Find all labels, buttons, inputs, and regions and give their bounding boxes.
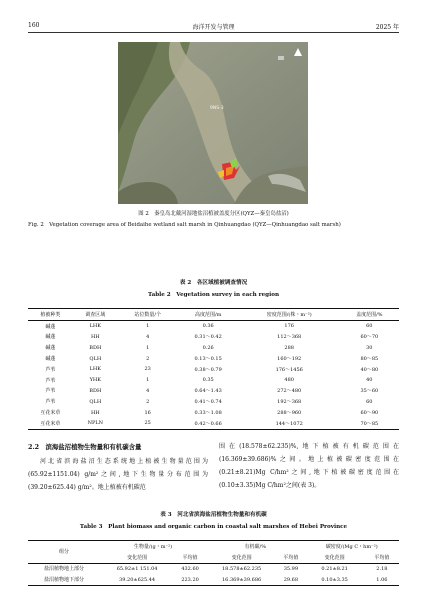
table-cell: NPLN bbox=[87, 420, 104, 427]
table-cell: 40～80 bbox=[360, 366, 379, 373]
table-cell: 60 bbox=[366, 323, 373, 330]
table-cell: 40 bbox=[366, 377, 373, 384]
table-cell: 0.31～0.42 bbox=[194, 334, 222, 341]
table3-cell: 0.10±3.35 bbox=[321, 576, 348, 583]
table-cell: 4 bbox=[146, 387, 150, 394]
table-cell: 2 bbox=[146, 398, 150, 405]
table-row bbox=[28, 364, 399, 375]
map-image bbox=[118, 42, 308, 204]
table3-subcol-mean: 平均值 bbox=[374, 554, 390, 561]
table-cell: 192～368 bbox=[277, 399, 302, 406]
table-cell: 0.64～1.43 bbox=[194, 388, 222, 395]
table-cell: 芦苇 bbox=[45, 388, 56, 395]
table-cell: 30 bbox=[366, 344, 373, 351]
table-cell: HH bbox=[90, 333, 100, 340]
figure2-caption-cn: 图 2 秦皇岛北戴河湿地盐沼植被盖度分区(QYZ—秦皇岛盐沼) bbox=[138, 211, 289, 217]
table3-subcol-mean: 平均值 bbox=[283, 554, 299, 561]
table-row bbox=[28, 418, 399, 429]
header-rule bbox=[28, 32, 399, 33]
satellite-map bbox=[118, 42, 308, 204]
table2-col-species: 植被种类 bbox=[40, 311, 61, 318]
table-cell: 272～480 bbox=[277, 388, 302, 395]
table2-title-en: Table 2 Vegetation survey in each region bbox=[147, 292, 280, 298]
page-number: 160 bbox=[28, 22, 40, 29]
table3-cell: 223.20 bbox=[181, 576, 199, 583]
figure2-caption-en: Fig. 2 Vegetation coverage area of Beidaihe wetland salt marsh in Qinhuangdao (QYZ—Qinhuangdao salt marsh) bbox=[28, 222, 341, 228]
table-cell: 112～368 bbox=[277, 334, 302, 341]
table3-col-carbon-density: 碳密度/(Mg C・hm⁻²) bbox=[325, 543, 378, 550]
map-site-label: 9NS-3 bbox=[210, 106, 224, 111]
table-cell: 25 bbox=[144, 420, 151, 427]
table-cell: 碱蓬 bbox=[45, 334, 56, 341]
table-row bbox=[28, 407, 399, 418]
table-cell: 0.42～0.66 bbox=[194, 420, 222, 427]
table-cell: 0.13～0.15 bbox=[194, 356, 222, 363]
table-cell: 0.33～1.08 bbox=[194, 410, 222, 417]
table-cell: 70～85 bbox=[360, 420, 379, 427]
table3-subcol-range: 变化范围 bbox=[127, 554, 148, 561]
table-cell: 0.38～0.79 bbox=[194, 366, 222, 373]
table-cell: 60～90 bbox=[360, 410, 379, 417]
journal-title: 海洋开发与管理 bbox=[192, 24, 235, 31]
north-arrow-icon bbox=[294, 48, 302, 56]
table2-col-stations: 站位数量/个 bbox=[134, 311, 162, 318]
table-cell: YHK bbox=[89, 377, 102, 384]
table-cell: 芦苇 bbox=[45, 366, 56, 373]
table3-cell: 盐沼植物地上部分 bbox=[43, 566, 84, 573]
table2-col-density: 密度范围/(株・m⁻²) bbox=[266, 311, 312, 318]
table3-cell: 29.68 bbox=[283, 576, 299, 583]
table2-title-cn: 表 2 各区域植被调查情况 bbox=[179, 280, 248, 286]
table-cell: 芦苇 bbox=[45, 377, 56, 384]
issue-year: 2025 年 bbox=[375, 24, 399, 31]
table-cell: 144～1072 bbox=[275, 420, 303, 427]
table-cell: 0.35 bbox=[202, 377, 214, 384]
table-cell: 80～85 bbox=[360, 356, 379, 363]
table3-row-belowground bbox=[28, 574, 399, 585]
table3-subcol-mean: 平均值 bbox=[182, 554, 198, 561]
table3-title-cn: 表 3 河北省滨海盐沼植物生物量和有机碳 bbox=[160, 512, 267, 518]
table3-subcol-range: 变化范围 bbox=[231, 554, 252, 561]
table-cell: 互花米草 bbox=[40, 420, 61, 427]
table-row bbox=[28, 396, 399, 407]
table-row bbox=[28, 320, 399, 331]
table-cell: 60 bbox=[366, 398, 373, 405]
table-cell: 176～1456 bbox=[275, 366, 303, 373]
table3-title-en: Table 3 Plant biomass and organic carbon in coastal salt marshes of Hebei Province bbox=[79, 524, 348, 530]
table3-cell: 18.578±62.235 bbox=[222, 565, 262, 572]
table-cell: 0.36 bbox=[202, 323, 214, 330]
table-cell: 176 bbox=[284, 323, 294, 330]
table2-col-coverage: 盖度范围/% bbox=[356, 311, 383, 318]
table-cell: 4 bbox=[146, 333, 150, 340]
table-cell: 288 bbox=[284, 344, 294, 351]
table-row bbox=[28, 386, 399, 397]
table-row bbox=[28, 375, 399, 386]
table3-cell: 盐沼植物地下部分 bbox=[43, 577, 84, 584]
table-cell: 互花米草 bbox=[40, 410, 61, 417]
table2-header-row bbox=[28, 309, 399, 321]
table-row bbox=[28, 332, 399, 343]
table-cell: 480 bbox=[284, 377, 294, 384]
table-cell: BDH bbox=[89, 387, 102, 394]
section-left-column bbox=[28, 455, 208, 494]
table3-cell: 1.06 bbox=[376, 576, 388, 583]
table3-component-header: 组分 bbox=[58, 549, 69, 556]
table3-col-biomass: 生物量/(g・m⁻²) bbox=[133, 543, 173, 550]
table-cell: 碱蓬 bbox=[45, 345, 56, 352]
table3-subcol-range: 变化范围 bbox=[324, 554, 345, 561]
table3-cell: 2.18 bbox=[376, 565, 388, 572]
table-cell: HH bbox=[90, 409, 100, 416]
table-cell: 1 bbox=[146, 323, 150, 330]
table-cell: 35～60 bbox=[360, 388, 379, 395]
table-cell: 160～192 bbox=[277, 356, 302, 363]
section-left-paragraph: 河北省滨海盐沼生态系统地上植被生物量范围为(65.92±1151.04) g/m²之间,地下生物量分布范围为(39.20±625.44) g/m²。地上植被有机碳范 bbox=[28, 458, 208, 491]
table-cell: LHK bbox=[89, 323, 102, 330]
table-cell: 碱蓬 bbox=[45, 323, 56, 330]
section-right-paragraph: 围在(18.578±62.235)%,地下植被有机碳范围在(16.369±39.686)%之间。地上植被碳密度范围在(0.21±8.21)Mg C/hm²之间,地下植被碳密度范围在(0.10±3.35)Mg C/hm²之间(表 3)。 bbox=[219, 443, 399, 489]
table3-cell: 432.60 bbox=[181, 565, 199, 572]
table3-cell: 39.20±625.44 bbox=[119, 576, 156, 583]
table-cell: LHK bbox=[89, 366, 102, 373]
section-title: 2.2 滨海盐沼植物生物量和有机碳含量 bbox=[28, 443, 142, 451]
table3-cell: 0.21±8.21 bbox=[321, 565, 348, 572]
table-cell: QLH bbox=[89, 355, 102, 362]
table3-col-organic-carbon: 有机碳/% bbox=[244, 543, 266, 550]
table-cell: 2 bbox=[146, 355, 150, 362]
table2-col-height: 高度范围/m bbox=[194, 311, 222, 318]
section-right-column bbox=[219, 440, 399, 492]
table2 bbox=[28, 308, 399, 430]
table-cell: 1 bbox=[146, 377, 150, 384]
table-cell: 60～70 bbox=[360, 334, 379, 341]
table-cell: 16 bbox=[144, 409, 151, 416]
table-row bbox=[28, 353, 399, 364]
table-cell: 碱蓬 bbox=[45, 356, 56, 363]
table3-cell: 65.92±1 151.04 bbox=[116, 565, 158, 572]
table-row bbox=[28, 342, 399, 353]
table-cell: BDH bbox=[89, 344, 102, 351]
table3-group-header-row bbox=[28, 541, 399, 552]
table-cell: 0.26 bbox=[202, 344, 214, 351]
table-cell: 1 bbox=[146, 344, 150, 351]
table-cell: 芦苇 bbox=[45, 399, 56, 406]
table-cell: 0.41～0.74 bbox=[194, 399, 222, 406]
table3-cell: 35.99 bbox=[283, 565, 299, 572]
table3-row-aboveground bbox=[28, 563, 399, 574]
table-cell: 288～960 bbox=[277, 410, 302, 417]
table-cell: 23 bbox=[144, 366, 151, 373]
table2-body bbox=[28, 320, 399, 429]
table3-cell: 16.369±39.686 bbox=[222, 576, 262, 583]
table3 bbox=[28, 540, 399, 586]
table2-col-region: 调查区域 bbox=[85, 311, 106, 318]
table-cell: QLH bbox=[89, 398, 102, 405]
